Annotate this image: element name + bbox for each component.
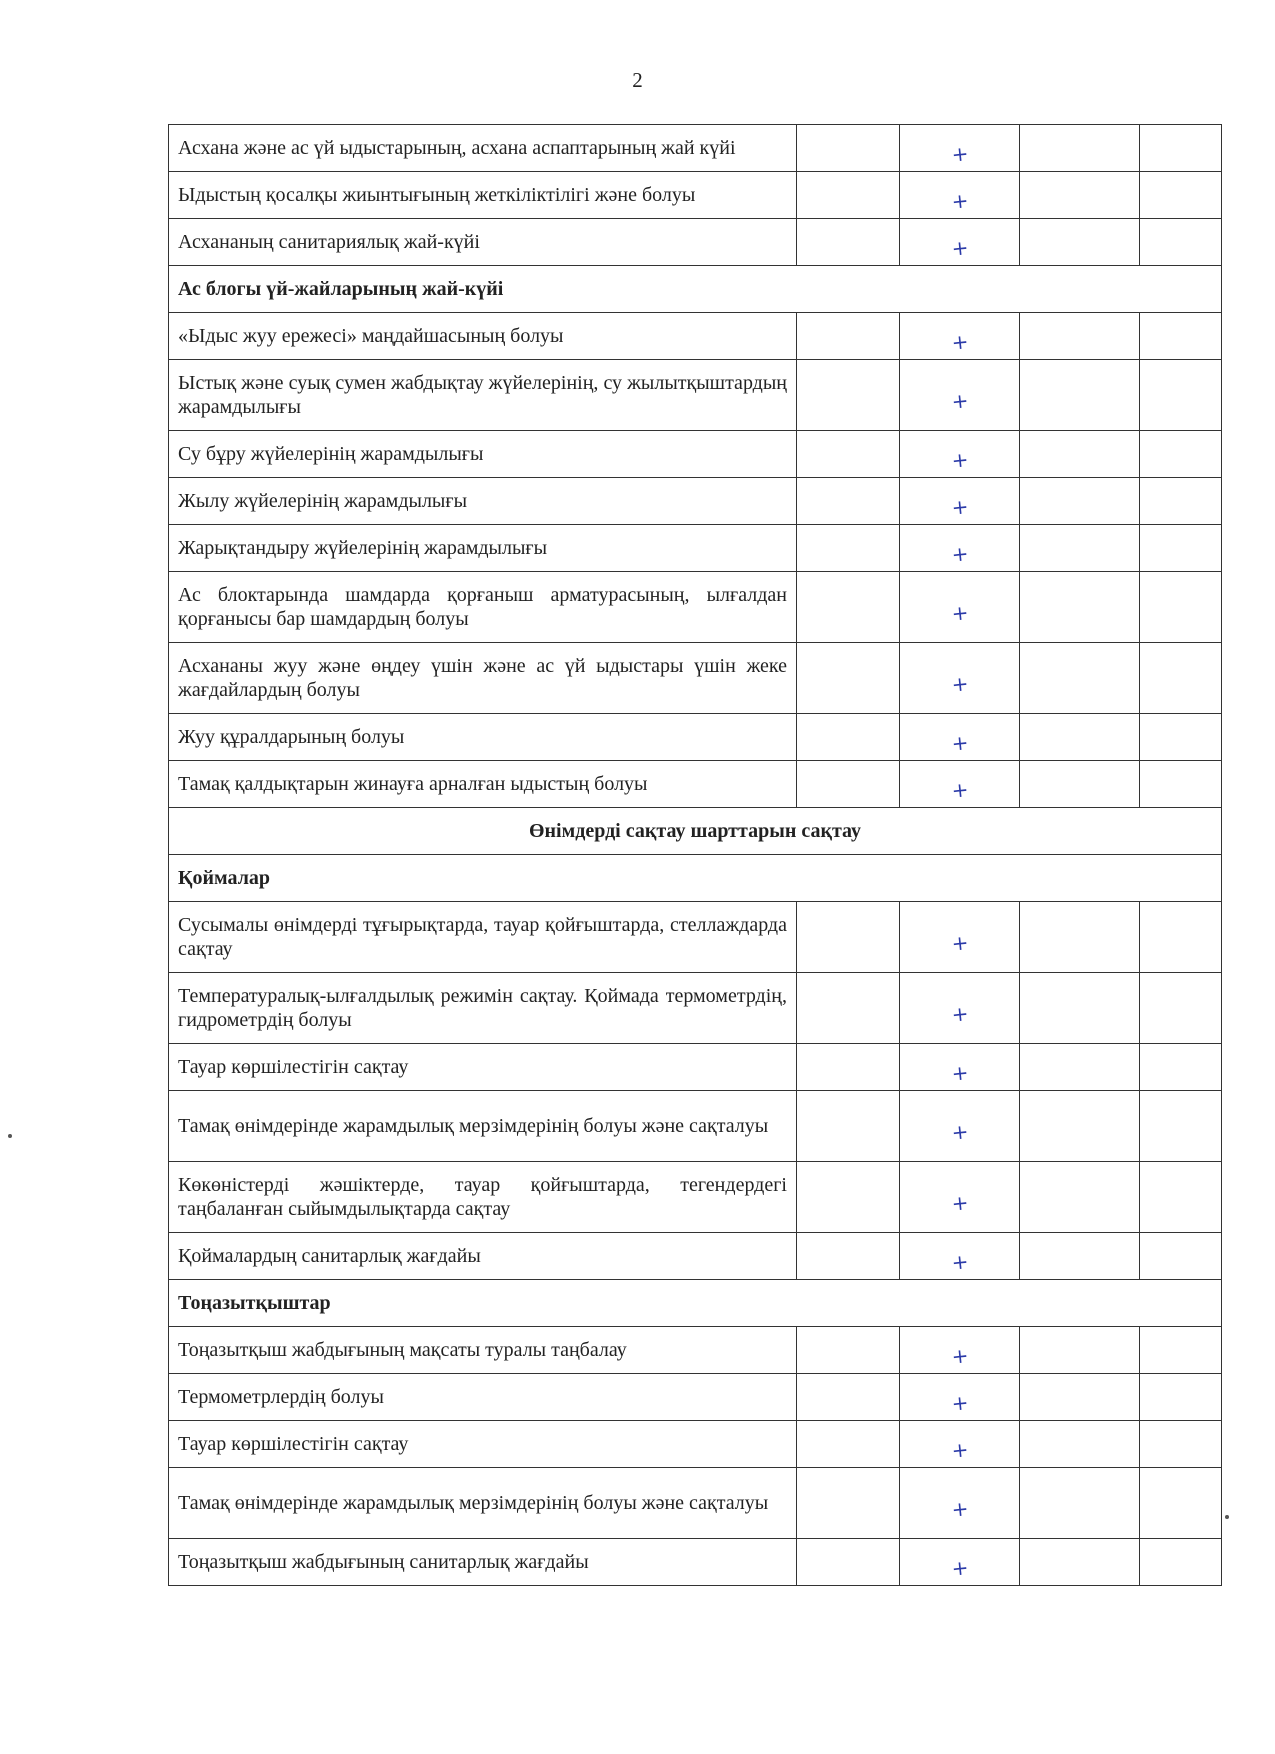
section-heading: Ас блогы үй-жайларының жай-күйі xyxy=(169,266,1222,313)
checklist-item-text: Ыдыстың қосалқы жиынтығының жеткіліктілігі және болуы xyxy=(169,172,797,219)
empty-cell xyxy=(1140,1233,1222,1280)
checklist-item-text: Жылу жүйелерінің жарамдылығы xyxy=(169,478,797,525)
empty-cell xyxy=(1140,643,1222,714)
empty-cell xyxy=(797,1091,900,1162)
checklist-item-text: «Ыдыс жуу ережесі» маңдайшасының болуы xyxy=(169,313,797,360)
checklist-row xyxy=(169,761,1222,808)
checklist-row xyxy=(169,1091,1222,1162)
empty-cell xyxy=(797,643,900,714)
checklist-item-text: Тауар көршілестігін сақтау xyxy=(169,1044,797,1091)
empty-cell xyxy=(1020,1539,1140,1586)
checklist-row xyxy=(169,313,1222,360)
empty-cell xyxy=(1020,1374,1140,1421)
empty-cell xyxy=(797,360,900,431)
empty-cell xyxy=(797,219,900,266)
check-mark-cell xyxy=(900,478,1020,525)
empty-cell xyxy=(1020,1162,1140,1233)
checklist-item-text: Тоңазытқыш жабдығының санитарлық жағдайы xyxy=(169,1539,797,1586)
handwritten-plus-mark: + xyxy=(950,1555,970,1581)
handwritten-plus-mark: + xyxy=(950,777,970,803)
checklist-item-text: Тоңазытқыш жабдығының мақсаты туралы таңбалау xyxy=(169,1327,797,1374)
empty-cell xyxy=(797,714,900,761)
handwritten-plus-mark: + xyxy=(950,1390,970,1416)
checklist-row xyxy=(169,125,1222,172)
scan-speck xyxy=(1225,1515,1229,1519)
empty-cell xyxy=(1020,360,1140,431)
empty-cell xyxy=(797,1374,900,1421)
checklist-row xyxy=(169,1327,1222,1374)
handwritten-plus-mark: + xyxy=(950,930,970,956)
empty-cell xyxy=(1140,360,1222,431)
handwritten-plus-mark: + xyxy=(950,141,970,167)
checklist-item-text: Жуу құралдарының болуы xyxy=(169,714,797,761)
empty-cell xyxy=(1020,525,1140,572)
checklist-row xyxy=(169,431,1222,478)
handwritten-plus-mark: + xyxy=(950,388,970,414)
empty-cell xyxy=(797,1468,900,1539)
empty-cell xyxy=(1020,1327,1140,1374)
empty-cell xyxy=(1140,431,1222,478)
empty-cell xyxy=(797,478,900,525)
checklist-row xyxy=(169,172,1222,219)
handwritten-plus-mark: + xyxy=(950,494,970,520)
empty-cell xyxy=(1140,1091,1222,1162)
empty-cell xyxy=(1020,643,1140,714)
check-mark-cell xyxy=(900,360,1020,431)
check-mark-cell xyxy=(900,1091,1020,1162)
section-heading: Өнімдерді сақтау шарттарын сақтау xyxy=(169,808,1222,855)
handwritten-plus-mark: + xyxy=(950,730,970,756)
checklist-row xyxy=(169,973,1222,1044)
empty-cell xyxy=(1020,1233,1140,1280)
empty-cell xyxy=(1020,761,1140,808)
checklist-row xyxy=(169,572,1222,643)
empty-cell xyxy=(1020,572,1140,643)
checklist-row xyxy=(169,1539,1222,1586)
check-mark-cell xyxy=(900,125,1020,172)
check-mark-cell xyxy=(900,1044,1020,1091)
section-heading: Қоймалар xyxy=(169,855,1222,902)
empty-cell xyxy=(797,1233,900,1280)
empty-cell xyxy=(1020,1468,1140,1539)
handwritten-plus-mark: + xyxy=(950,1119,970,1145)
empty-cell xyxy=(1020,313,1140,360)
check-mark-cell xyxy=(900,313,1020,360)
empty-cell xyxy=(1140,125,1222,172)
checklist-row xyxy=(169,360,1222,431)
checklist-row xyxy=(169,902,1222,973)
scan-speck xyxy=(8,1134,12,1138)
check-mark-cell xyxy=(900,525,1020,572)
checklist-item-text: Ыстық және суық сумен жабдықтау жүйелерінің, су жылытқыштардың жарамдылығы xyxy=(169,360,797,431)
section-header-row xyxy=(169,1280,1222,1327)
empty-cell xyxy=(1140,1421,1222,1468)
section-heading: Тоңазытқыштар xyxy=(169,1280,1222,1327)
section-header-row xyxy=(169,266,1222,313)
handwritten-plus-mark: + xyxy=(950,541,970,567)
checklist-item-text: Температуралық-ылғалдылық режимін сақтау. Қоймада термометрдің, гидрометрдің болуы xyxy=(169,973,797,1044)
check-mark-cell xyxy=(900,219,1020,266)
handwritten-plus-mark: + xyxy=(950,1437,970,1463)
checklist-item-text: Жарықтандыру жүйелерінің жарамдылығы xyxy=(169,525,797,572)
check-mark-cell xyxy=(900,172,1020,219)
handwritten-plus-mark: + xyxy=(950,1496,970,1522)
empty-cell xyxy=(1020,125,1140,172)
check-mark-cell xyxy=(900,643,1020,714)
empty-cell xyxy=(1140,572,1222,643)
empty-cell xyxy=(797,1539,900,1586)
empty-cell xyxy=(1140,902,1222,973)
handwritten-plus-mark: + xyxy=(950,1060,970,1086)
check-mark-cell xyxy=(900,1421,1020,1468)
check-mark-cell xyxy=(900,1539,1020,1586)
empty-cell xyxy=(797,1421,900,1468)
checklist-item-text: Қоймалардың санитарлық жағдайы xyxy=(169,1233,797,1280)
empty-cell xyxy=(797,973,900,1044)
checklist-item-text: Асхана және ас үй ыдыстарының, асхана аспаптарының жай күйі xyxy=(169,125,797,172)
check-mark-cell xyxy=(900,1374,1020,1421)
empty-cell xyxy=(797,431,900,478)
check-mark-cell xyxy=(900,973,1020,1044)
empty-cell xyxy=(797,572,900,643)
handwritten-plus-mark: + xyxy=(950,1249,970,1275)
empty-cell xyxy=(797,125,900,172)
check-mark-cell xyxy=(900,1327,1020,1374)
handwritten-plus-mark: + xyxy=(950,671,970,697)
empty-cell xyxy=(1140,1374,1222,1421)
empty-cell xyxy=(797,1044,900,1091)
checklist-row xyxy=(169,643,1222,714)
checklist-row xyxy=(169,1162,1222,1233)
checklist-row xyxy=(169,1374,1222,1421)
empty-cell xyxy=(1020,1044,1140,1091)
check-mark-cell xyxy=(900,714,1020,761)
handwritten-plus-mark: + xyxy=(950,188,970,214)
empty-cell xyxy=(1140,973,1222,1044)
empty-cell xyxy=(1020,973,1140,1044)
empty-cell xyxy=(797,313,900,360)
check-mark-cell xyxy=(900,431,1020,478)
checklist-item-text: Тамақ өнімдерінде жарамдылық мерзімдерінің болуы және сақталуы xyxy=(169,1091,797,1162)
empty-cell xyxy=(1020,1421,1140,1468)
empty-cell xyxy=(1140,478,1222,525)
empty-cell xyxy=(1020,714,1140,761)
empty-cell xyxy=(1020,902,1140,973)
empty-cell xyxy=(797,761,900,808)
empty-cell xyxy=(1140,1327,1222,1374)
empty-cell xyxy=(1140,219,1222,266)
empty-cell xyxy=(1140,313,1222,360)
checklist-item-text: Термометрлердің болуы xyxy=(169,1374,797,1421)
empty-cell xyxy=(1140,1468,1222,1539)
checklist-row xyxy=(169,1044,1222,1091)
page-number: 2 xyxy=(632,68,643,92)
empty-cell xyxy=(797,172,900,219)
check-mark-cell xyxy=(900,902,1020,973)
handwritten-plus-mark: + xyxy=(950,235,970,261)
empty-cell xyxy=(1020,478,1140,525)
inspection-checklist-table xyxy=(168,124,1222,1586)
empty-cell xyxy=(1020,219,1140,266)
empty-cell xyxy=(1140,1539,1222,1586)
check-mark-cell xyxy=(900,1468,1020,1539)
handwritten-plus-mark: + xyxy=(950,1343,970,1369)
checklist-row xyxy=(169,1421,1222,1468)
checklist-item-text: Тауар көршілестігін сақтау xyxy=(169,1421,797,1468)
empty-cell xyxy=(1140,525,1222,572)
checklist-row xyxy=(169,714,1222,761)
empty-cell xyxy=(797,902,900,973)
check-mark-cell xyxy=(900,761,1020,808)
checklist-row xyxy=(169,219,1222,266)
checklist-item-text: Сусымалы өнімдерді тұғырықтарда, тауар қойғыштарда, стеллаждарда сақтау xyxy=(169,902,797,973)
checklist-row xyxy=(169,1233,1222,1280)
handwritten-plus-mark: + xyxy=(950,600,970,626)
check-mark-cell xyxy=(900,1162,1020,1233)
handwritten-plus-mark: + xyxy=(950,1190,970,1216)
checklist-row xyxy=(169,478,1222,525)
checklist-item-text: Су бұру жүйелерінің жарамдылығы xyxy=(169,431,797,478)
checklist-item-text: Асхананы жуу және өңдеу үшін және ас үй ыдыстары үшін жеке жағдайлардың болуы xyxy=(169,643,797,714)
check-mark-cell xyxy=(900,572,1020,643)
check-mark-cell xyxy=(900,1233,1020,1280)
empty-cell xyxy=(797,525,900,572)
empty-cell xyxy=(1140,1044,1222,1091)
section-header-row xyxy=(169,855,1222,902)
checklist-item-text: Ас блоктарында шамдарда қорғаныш арматурасының, ылғалдан қорғанысы бар шамдардың болуы xyxy=(169,572,797,643)
empty-cell xyxy=(1140,714,1222,761)
checklist-item-text: Тамақ өнімдерінде жарамдылық мерзімдерінің болуы және сақталуы xyxy=(169,1468,797,1539)
handwritten-plus-mark: + xyxy=(950,447,970,473)
checklist-item-text: Көкөністерді жәшіктерде, тауар қойғыштарда, тегендердегі таңбаланған сыйымдылықтарда сақтау xyxy=(169,1162,797,1233)
empty-cell xyxy=(1140,761,1222,808)
checklist-item-text: Асхананың санитариялық жай-күйі xyxy=(169,219,797,266)
checklist-row xyxy=(169,1468,1222,1539)
empty-cell xyxy=(1020,1091,1140,1162)
empty-cell xyxy=(797,1327,900,1374)
empty-cell xyxy=(1020,431,1140,478)
handwritten-plus-mark: + xyxy=(950,1001,970,1027)
section-header-row xyxy=(169,808,1222,855)
checklist-item-text: Тамақ қалдықтарын жинауға арналған ыдыстың болуы xyxy=(169,761,797,808)
empty-cell xyxy=(1140,172,1222,219)
checklist-row xyxy=(169,525,1222,572)
empty-cell xyxy=(1020,172,1140,219)
empty-cell xyxy=(1140,1162,1222,1233)
empty-cell xyxy=(797,1162,900,1233)
handwritten-plus-mark: + xyxy=(950,329,970,355)
